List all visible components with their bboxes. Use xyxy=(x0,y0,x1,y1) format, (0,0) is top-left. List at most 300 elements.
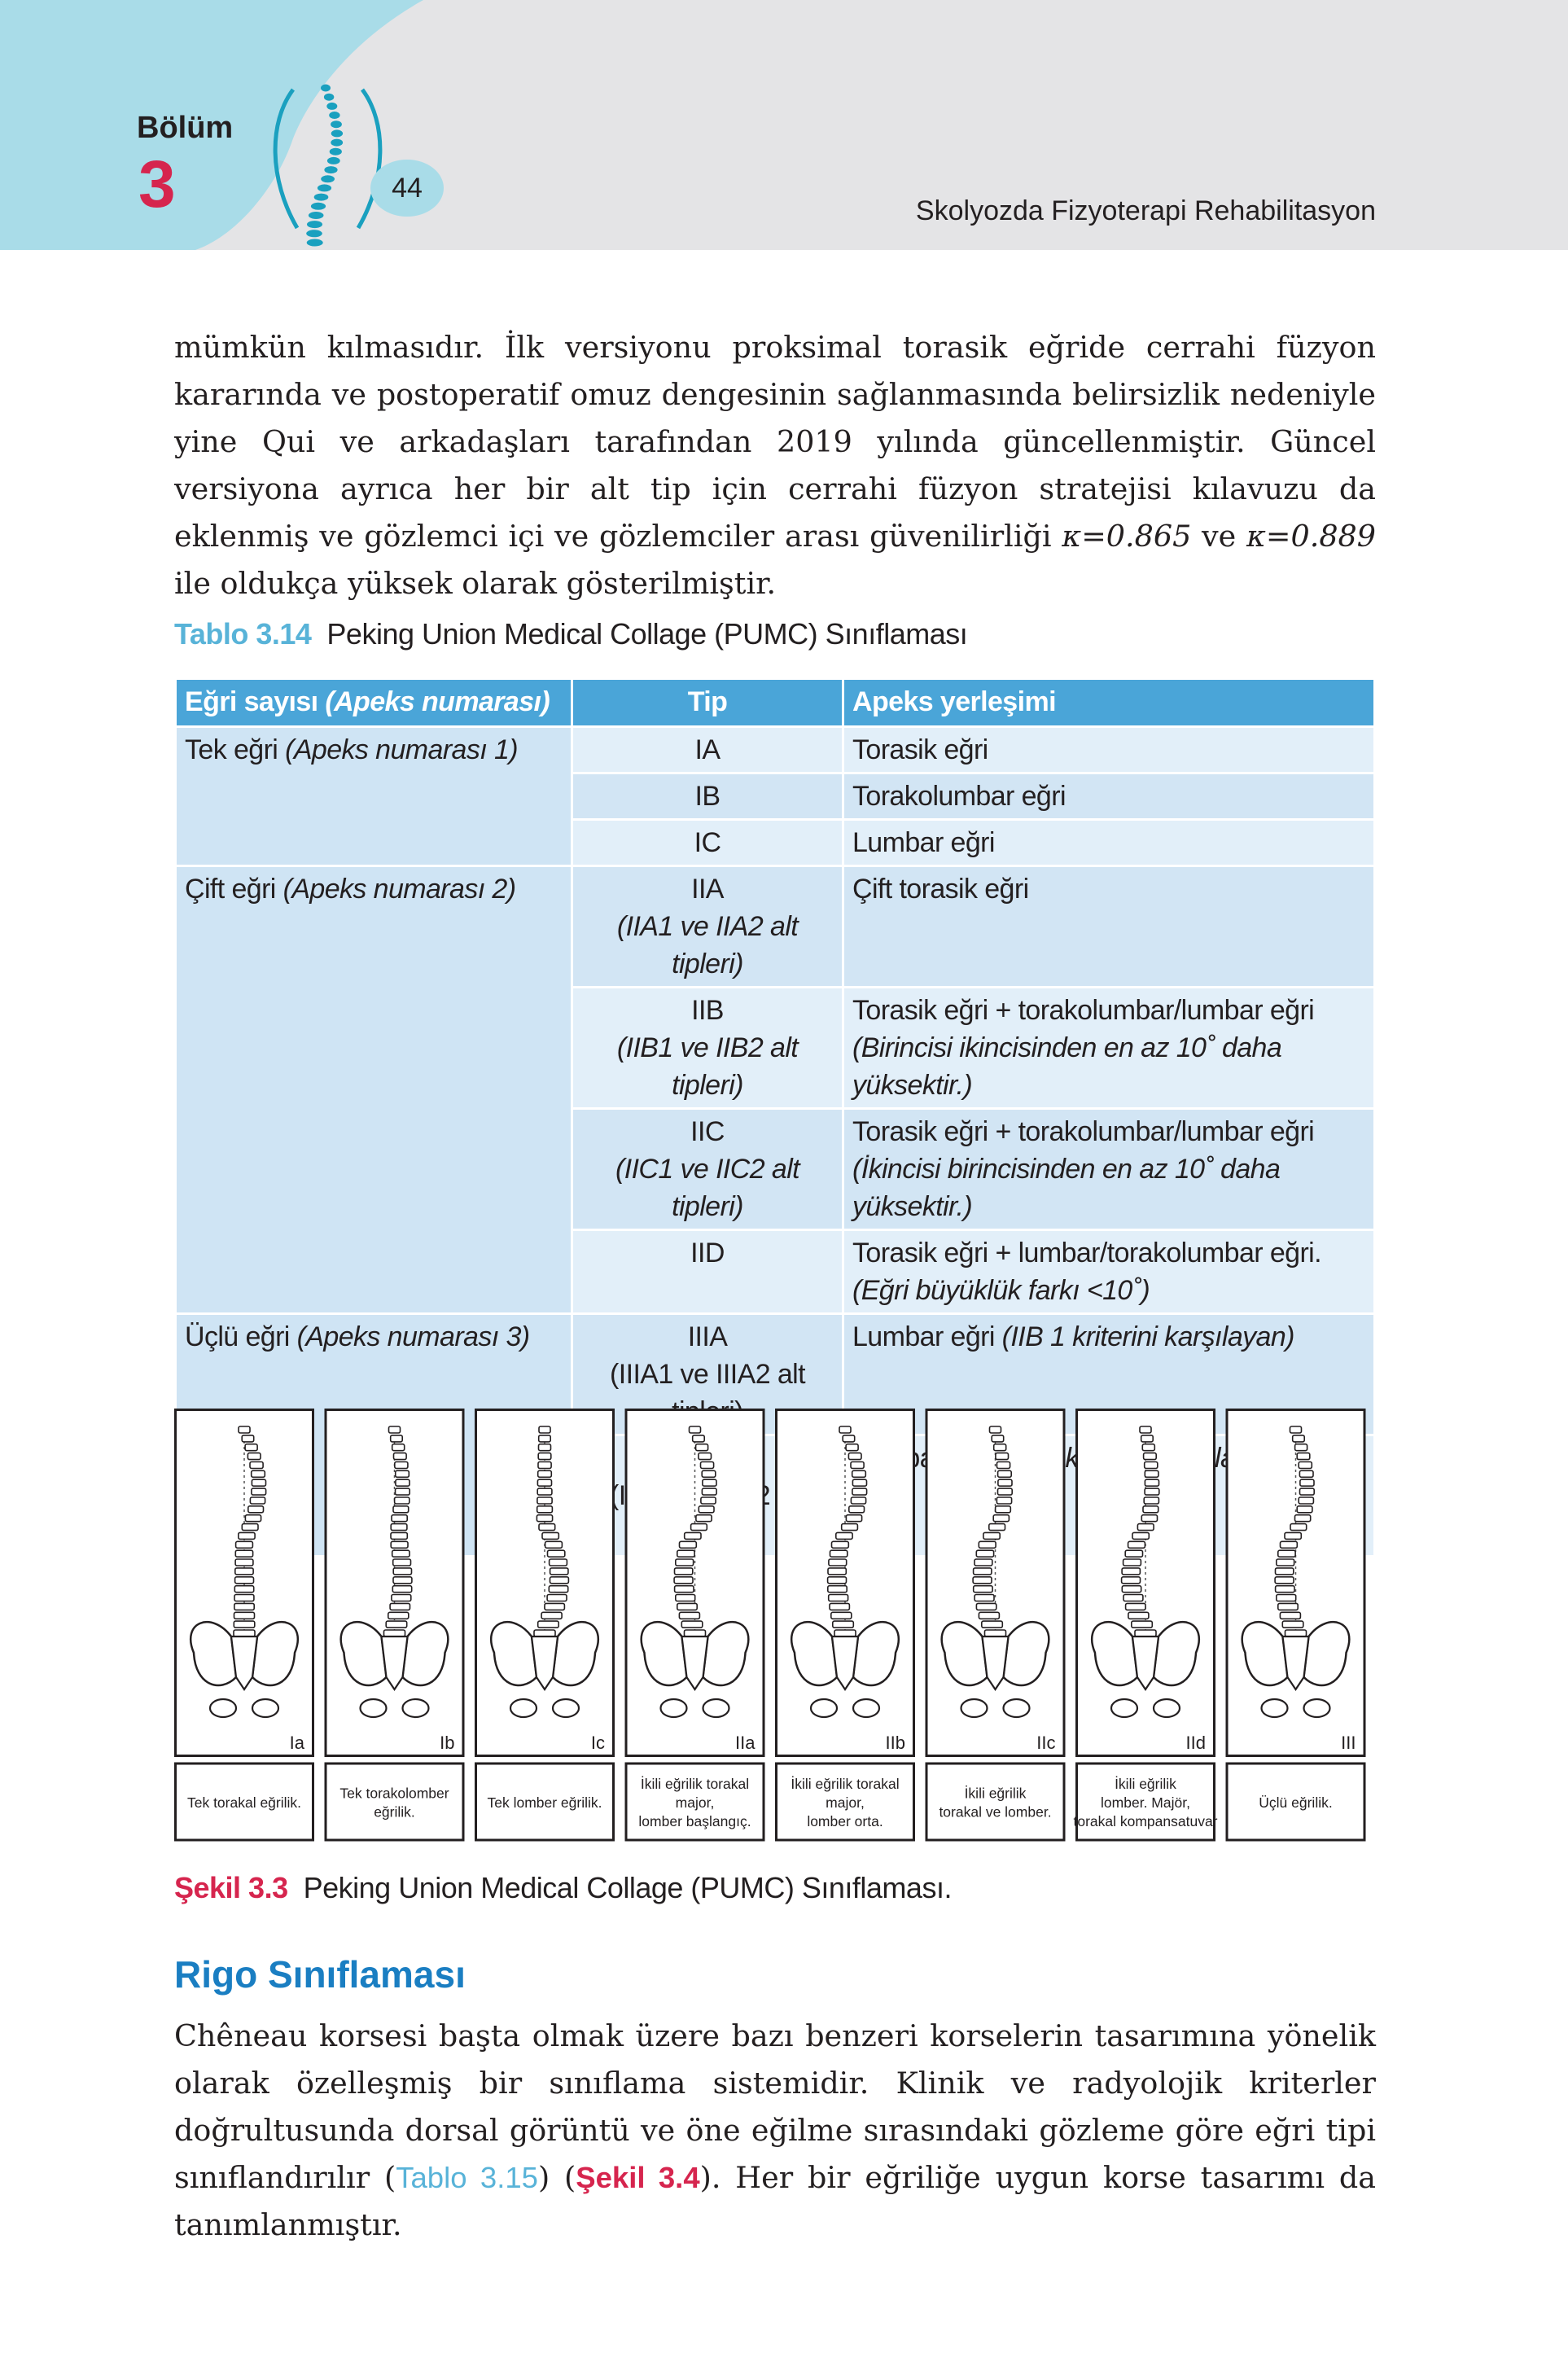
table-row xyxy=(176,727,1375,773)
kappa-value: κ=0.889 xyxy=(1246,519,1376,554)
vertebra xyxy=(1282,1621,1303,1628)
vertebra xyxy=(252,1479,265,1486)
vertebra xyxy=(548,1550,565,1557)
figure-caption-title: Peking Union Medical Collage (PUMC) Sınıflaması. xyxy=(303,1871,952,1904)
vertebra xyxy=(998,1479,1012,1486)
figure-panel xyxy=(1227,1410,1364,1841)
vertebra xyxy=(1278,1550,1295,1557)
vertebra xyxy=(1141,1435,1154,1442)
vertebra xyxy=(836,1532,852,1539)
vertebra xyxy=(550,1577,569,1584)
vertebra xyxy=(252,1470,265,1477)
vertebra xyxy=(996,1453,1009,1460)
panel-description-line: lomber başlangıç. xyxy=(638,1813,751,1829)
vertebra xyxy=(534,1630,555,1636)
vertebra xyxy=(846,1515,861,1522)
vertebra xyxy=(1123,1595,1143,1601)
vertebra xyxy=(702,1488,716,1495)
vertebra xyxy=(676,1595,695,1601)
panel-label: III xyxy=(1341,1733,1356,1753)
hip-ring-right xyxy=(553,1699,579,1717)
vertebra xyxy=(545,1541,563,1548)
vertebra xyxy=(848,1453,861,1460)
vertebra xyxy=(388,1612,409,1619)
vertebra xyxy=(384,1630,405,1636)
hip-ring-left xyxy=(811,1699,837,1717)
panel-image-frame xyxy=(926,1410,1064,1756)
panel-description-box xyxy=(926,1764,1064,1840)
vertebra xyxy=(236,1541,253,1548)
vertebra xyxy=(242,1435,254,1442)
vertebra xyxy=(676,1559,694,1566)
vertebra xyxy=(1122,1577,1141,1584)
vertebra xyxy=(392,1595,411,1601)
vertebra xyxy=(677,1603,697,1610)
vertebra xyxy=(973,1577,992,1584)
vertebra xyxy=(691,1524,707,1531)
panel-description-line: Tek lomber eğrilik. xyxy=(487,1794,602,1811)
vertebra xyxy=(831,1612,852,1619)
vertebra xyxy=(235,1568,253,1575)
vertebra xyxy=(1128,1612,1149,1619)
vertebra xyxy=(989,1524,1005,1531)
vertebra xyxy=(1275,1577,1294,1584)
vertebra xyxy=(696,1444,708,1451)
vertebra xyxy=(1290,1524,1307,1531)
vertebra xyxy=(250,1462,263,1469)
vertebra xyxy=(1143,1506,1158,1513)
vertebra xyxy=(539,1444,551,1451)
panel-description-line: Tek torakal eğrilik. xyxy=(186,1794,302,1811)
vertebra xyxy=(1135,1630,1156,1636)
hip-ring-right xyxy=(252,1699,278,1717)
vertebra xyxy=(235,1559,253,1566)
figure-panel xyxy=(1073,1410,1217,1841)
curve-count-cell: Çift eğri (Apeks numarası 2) xyxy=(176,866,572,1314)
panel-description-box xyxy=(326,1764,463,1840)
vertebra xyxy=(974,1586,992,1593)
vertebra xyxy=(539,1435,551,1442)
figure-panel xyxy=(176,1410,313,1841)
vertebra xyxy=(395,1497,410,1504)
vertebra xyxy=(393,1506,409,1513)
vertebra-dot xyxy=(330,148,342,156)
section-heading: Rigo Sınıflaması xyxy=(174,1953,466,1996)
vertebra xyxy=(390,1603,410,1610)
panel-description-line: İkili eğrilik torakal xyxy=(640,1776,750,1792)
panel-image-frame xyxy=(1227,1410,1364,1756)
vertebra xyxy=(975,1559,992,1566)
vertebra xyxy=(1128,1541,1145,1548)
chapter-number: 3 xyxy=(138,147,176,221)
type-cell: IIIA (IIIA1 ve IIIA2 alt xyxy=(572,1314,843,1435)
vertebra xyxy=(693,1435,705,1442)
vertebra xyxy=(396,1479,410,1486)
table-header-cell: Apeks yerleşimi xyxy=(843,679,1375,727)
vertebra xyxy=(545,1603,564,1610)
vertebra xyxy=(846,1444,858,1451)
figure-panel xyxy=(777,1410,914,1841)
vertebra xyxy=(699,1453,712,1460)
hip-ring-right xyxy=(1004,1699,1030,1717)
apex-cell: Çift torasik eğri xyxy=(843,866,1375,988)
vertebra xyxy=(1299,1470,1313,1477)
hip-ring-left xyxy=(661,1699,687,1717)
table-header-cell: Eğri sayısı (Apeks numarası) xyxy=(176,679,572,727)
panel-label: IIa xyxy=(735,1733,756,1753)
hip-ring-right xyxy=(403,1699,429,1717)
vertebra xyxy=(1295,1515,1311,1522)
panel-description-line: eğrilik. xyxy=(374,1803,415,1821)
section-text: Chêneau korsesi başta olmak üzere bazı benzeri korselerin tasarımına yönelik olarak özelleşmiş bir sınıflama sistemidir. Klinik ve radyolojik kriterler doğrultusunda dorsal görüntü ve öne eğilme sırasındaki gözleme göre eğri tipi sınıflandırılır ( xyxy=(174,2018,1376,2195)
hip-ring-left xyxy=(510,1699,537,1717)
vertebra xyxy=(538,1462,551,1469)
vertebra xyxy=(538,1470,552,1477)
vertebra xyxy=(1145,1470,1158,1477)
vertebra xyxy=(393,1559,411,1566)
vertebra xyxy=(675,1586,694,1593)
vertebra xyxy=(239,1532,255,1539)
vertebra xyxy=(982,1621,1003,1628)
apex-cell: Torasik eğri + lumbar/torakolumbar eğri. (Eğri büyüklük farkı <10˚) xyxy=(843,1230,1375,1314)
apex-cell: Torasik eğri + torakolumbar/lumbar eğri (İkincisi birincisinden en az 10˚ daha yüksektir.) xyxy=(843,1109,1375,1230)
vertebra xyxy=(985,1630,1006,1636)
vertebra xyxy=(252,1488,266,1495)
type-cell: IIA (IIA1 ve IIA2 alt tipleri) xyxy=(572,866,843,988)
vertebra xyxy=(239,1426,250,1433)
vertebra xyxy=(537,1497,552,1504)
vertebra xyxy=(1122,1586,1141,1593)
table-header-row xyxy=(176,679,1375,727)
vertebra xyxy=(828,1577,847,1584)
panel-label: IIb xyxy=(885,1733,905,1753)
vertebra xyxy=(680,1541,697,1548)
hip-ring-left xyxy=(1262,1699,1288,1717)
apex-cell: Lumbar eğri (IIB 1 kriterini karşılayan) xyxy=(843,1314,1375,1435)
intro-text: ve xyxy=(1191,519,1246,554)
panel-description-line: İkili eğrilik xyxy=(964,1785,1027,1802)
vertebra xyxy=(386,1621,407,1628)
spine-vertebrae-icon xyxy=(306,85,343,247)
vertebra xyxy=(537,1479,551,1486)
vertebra xyxy=(703,1479,716,1486)
vertebra xyxy=(1281,1541,1298,1548)
vertebra xyxy=(392,1444,405,1451)
vertebra xyxy=(234,1630,255,1636)
vertebra xyxy=(1142,1444,1154,1451)
vertebra xyxy=(538,1621,559,1628)
vertebra xyxy=(851,1462,864,1469)
vertebra xyxy=(994,1444,1006,1451)
vertebra xyxy=(1300,1488,1315,1495)
figure-reference-link[interactable]: Şekil 3.4 xyxy=(576,2161,700,2194)
figure-panel xyxy=(626,1410,764,1841)
vertebra xyxy=(990,1426,1001,1433)
vertebra xyxy=(677,1550,694,1557)
vertebra-dot xyxy=(306,230,322,237)
intro-paragraph xyxy=(174,324,1376,607)
vertebra xyxy=(395,1462,408,1469)
figure-panel xyxy=(476,1410,614,1841)
vertebra xyxy=(829,1595,848,1601)
vertebra-dot xyxy=(309,212,324,219)
vertebra xyxy=(234,1595,254,1601)
intro-text: ile oldukça yüksek olarak gösterilmiştir. xyxy=(174,566,777,601)
vertebra xyxy=(996,1497,1011,1504)
vertebra xyxy=(1300,1479,1314,1486)
vertebra xyxy=(701,1497,716,1504)
table-row xyxy=(176,866,1375,988)
vertebra xyxy=(839,1426,851,1433)
vertebra xyxy=(389,1426,401,1433)
vertebra xyxy=(391,1541,408,1548)
vertebra xyxy=(975,1595,994,1601)
figure-caption-label: Şekil 3.3 xyxy=(174,1871,288,1904)
hip-ring-left xyxy=(961,1699,988,1717)
vertebra xyxy=(550,1559,567,1566)
apex-cell: Torasik eğri + torakolumbar/lumbar eğri (Birincisi ikincisinden en az 10˚ daha yüksektir.) xyxy=(843,988,1375,1109)
vertebra xyxy=(998,1470,1012,1477)
vertebra xyxy=(702,1470,716,1477)
chapter-label: Bölüm xyxy=(137,111,234,145)
vertebra xyxy=(1132,1621,1153,1628)
apex-cell: Torasik eğri xyxy=(843,727,1375,773)
curve-count-cell: Tek eğri (Apeks numarası 1) xyxy=(176,727,572,866)
curve-count-cell: Üçlü eğri (Apeks numarası 3) xyxy=(176,1314,572,1557)
vertebra xyxy=(1145,1479,1158,1486)
vertebra xyxy=(1285,1630,1307,1636)
vertebra xyxy=(245,1444,257,1451)
hip-ring-right xyxy=(703,1699,729,1717)
vertebra xyxy=(828,1568,846,1575)
vertebra xyxy=(701,1462,714,1469)
intro-text: mümkün kılmasıdır. İlk versiyonu proksimal torasik eğride cerrahi füzyon kararında ve postoperatif omuz dengesinin sağlanmasında belirsizlik nedeniyle yine Qui ve arkadaşları tarafından 2019 yılında güncellenmiştir. Güncel versiyona ayrıca her bir alt tip için cerrahi füzyon stratejisi kılavuzu da eklenmiş ve gözlemci içi ve gözlemciler arası güvenilirliği xyxy=(174,330,1376,554)
type-cell: IIB (IIB1 ve IIB2 alt tipleri) xyxy=(572,988,843,1109)
vertebra-dot xyxy=(331,120,342,128)
type-cell: IB xyxy=(572,773,843,820)
panel-description-line: major, xyxy=(826,1794,865,1811)
vertebra xyxy=(828,1586,847,1593)
vertebra-dot xyxy=(324,166,337,173)
vertebra xyxy=(235,1550,252,1557)
running-title: Skolyozda Fizyoterapi Rehabilitasyon xyxy=(915,195,1376,226)
panel-description-line: lomber. Majör, xyxy=(1101,1794,1190,1811)
vertebra xyxy=(234,1612,255,1619)
vertebra xyxy=(842,1524,858,1531)
hip-ring-right xyxy=(853,1699,879,1717)
vertebra xyxy=(242,1524,258,1531)
vertebra-dot xyxy=(326,103,337,110)
vertebra xyxy=(852,1470,866,1477)
vertebra xyxy=(539,1426,550,1433)
apex-cell: karşılayan) xyxy=(843,1435,1375,1557)
type-cell: IID xyxy=(572,1230,843,1314)
vertebra xyxy=(1144,1497,1158,1504)
table-caption-title: Peking Union Medical Collage (PUMC) Sınıflaması xyxy=(326,617,968,651)
vertebra xyxy=(537,1515,552,1522)
vertebra xyxy=(997,1462,1010,1469)
vertebra-dot xyxy=(307,221,322,228)
vertebra xyxy=(248,1506,264,1513)
vertebra xyxy=(247,1453,261,1460)
vertebra xyxy=(1299,1497,1313,1504)
vertebra-dot xyxy=(329,112,339,119)
vertebra-dot xyxy=(321,85,331,92)
vertebra xyxy=(675,1568,693,1575)
figure-panel xyxy=(326,1410,463,1841)
vertebra xyxy=(234,1621,255,1628)
vertebra xyxy=(537,1506,553,1513)
hip-ring-right xyxy=(1304,1699,1330,1717)
vertebra xyxy=(234,1603,254,1610)
vertebra xyxy=(235,1577,254,1584)
vertebra xyxy=(992,1435,1004,1442)
vertebra xyxy=(1122,1568,1140,1575)
vertebra xyxy=(976,1550,993,1557)
vertebra xyxy=(1280,1612,1300,1619)
hip-ring-left xyxy=(1111,1699,1137,1717)
vertebra xyxy=(1276,1586,1294,1593)
table-caption xyxy=(174,617,967,651)
vertebra xyxy=(690,1426,701,1433)
vertebra xyxy=(393,1568,411,1575)
vertebra xyxy=(1299,1462,1312,1469)
table-caption-label: Tablo 3.14 xyxy=(174,617,312,651)
vertebra-dot xyxy=(311,203,326,210)
panel-label: Ic xyxy=(590,1733,605,1753)
vertebra xyxy=(1137,1524,1154,1531)
vertebra xyxy=(1297,1453,1310,1460)
vertebra xyxy=(1295,1444,1307,1451)
panel-label: Ia xyxy=(289,1733,304,1753)
vertebra xyxy=(392,1550,410,1557)
vertebra xyxy=(1276,1568,1294,1575)
panel-description-line: İkili eğrilik torakal xyxy=(791,1776,900,1792)
vertebra xyxy=(685,1532,701,1539)
vertebra xyxy=(983,1532,1000,1539)
vertebra xyxy=(542,1532,558,1539)
panel-label: IId xyxy=(1185,1733,1206,1753)
panel-description-line: Tek torakolomber xyxy=(339,1785,449,1802)
vertebra xyxy=(1123,1559,1141,1566)
panel-image-frame xyxy=(626,1410,764,1756)
section-text: ). Her bir eğriliğe uygun korse tasarımı da tanımlanmıştır. xyxy=(174,2160,1376,2242)
figure-caption xyxy=(174,1871,952,1905)
vertebra xyxy=(396,1488,410,1495)
panel-description-line: torakal kompansatuvar xyxy=(1073,1813,1218,1829)
vertebra xyxy=(1126,1603,1145,1610)
panel-label: Ib xyxy=(440,1733,455,1753)
vertebra xyxy=(679,1612,699,1619)
vertebra xyxy=(541,1612,562,1619)
vertebra xyxy=(674,1577,693,1584)
vertebra xyxy=(979,1612,999,1619)
vertebra xyxy=(1277,1559,1294,1566)
vertebra xyxy=(852,1488,867,1495)
section-text: ) ( xyxy=(537,2160,576,2195)
panel-description-line: Üçlü eğrilik. xyxy=(1259,1794,1333,1811)
vertebra xyxy=(1141,1515,1157,1522)
vertebra xyxy=(394,1453,407,1460)
vertebra xyxy=(1145,1488,1159,1495)
vertebra xyxy=(539,1524,555,1531)
vertebra xyxy=(392,1515,407,1522)
vertebra xyxy=(391,1532,407,1539)
vertebra xyxy=(547,1595,567,1601)
vertebra xyxy=(849,1506,865,1513)
vertebra-dot xyxy=(324,94,334,101)
vertebra xyxy=(234,1586,253,1593)
type-cell: IA xyxy=(572,727,843,773)
vertebra xyxy=(550,1568,568,1575)
vertebra xyxy=(1293,1435,1305,1442)
vertebra xyxy=(1140,1426,1151,1433)
panel-description-line: lomber orta. xyxy=(807,1813,883,1829)
vertebra xyxy=(1285,1532,1301,1539)
page-number: 44 xyxy=(370,160,444,217)
vertebra xyxy=(1144,1453,1157,1460)
vertebra xyxy=(549,1586,567,1593)
vertebra-dot xyxy=(318,184,331,191)
vertebra xyxy=(974,1568,992,1575)
vertebra xyxy=(993,1515,1009,1522)
vertebra xyxy=(833,1621,854,1628)
hip-ring-right xyxy=(1154,1699,1180,1717)
vertebra xyxy=(851,1497,865,1504)
kappa-value: κ=0.865 xyxy=(1062,519,1192,554)
vertebra xyxy=(685,1630,706,1636)
vertebra xyxy=(696,1515,712,1522)
vertebra xyxy=(393,1577,412,1584)
section-paragraph xyxy=(174,2013,1376,2249)
vertebra-dot xyxy=(331,139,343,147)
vertebra xyxy=(1297,1506,1312,1513)
vertebra xyxy=(537,1488,552,1495)
figure-panel xyxy=(926,1410,1064,1841)
table-reference-link[interactable]: Tablo 3.15 xyxy=(396,2161,538,2194)
vertebra xyxy=(979,1541,996,1548)
vertebra xyxy=(391,1524,407,1531)
panel-description-line: major, xyxy=(675,1794,715,1811)
vertebra xyxy=(245,1515,261,1522)
vertebra xyxy=(699,1506,714,1513)
vertebra xyxy=(830,1550,848,1557)
vertebra xyxy=(391,1435,403,1442)
vertebra xyxy=(1277,1595,1296,1601)
vertebra xyxy=(396,1470,410,1477)
table-header-cell: Tip xyxy=(572,679,843,727)
vertebra xyxy=(834,1630,856,1636)
vertebra xyxy=(1145,1462,1158,1469)
vertebra xyxy=(830,1603,849,1610)
hip-ring-left xyxy=(210,1699,236,1717)
panel-label: IIc xyxy=(1036,1733,1056,1753)
vertebra-dot xyxy=(331,129,343,137)
vertebra xyxy=(829,1559,847,1566)
vertebra xyxy=(1125,1550,1142,1557)
vertebra xyxy=(538,1453,551,1460)
panel-description-line: torakal ve lomber. xyxy=(939,1803,1052,1821)
hip-ring-left xyxy=(361,1699,387,1717)
type-cell: IC xyxy=(572,820,843,866)
vertebra xyxy=(1290,1426,1302,1433)
apex-cell: Torakolumbar eğri xyxy=(843,773,1375,820)
vertebra-dot xyxy=(327,157,340,164)
vertebra xyxy=(998,1488,1013,1495)
pumc-figure xyxy=(174,1409,1376,1848)
vertebra xyxy=(1132,1532,1149,1539)
type-cell: IIC (IIC1 ve IIC2 alt tipleri) xyxy=(572,1109,843,1230)
